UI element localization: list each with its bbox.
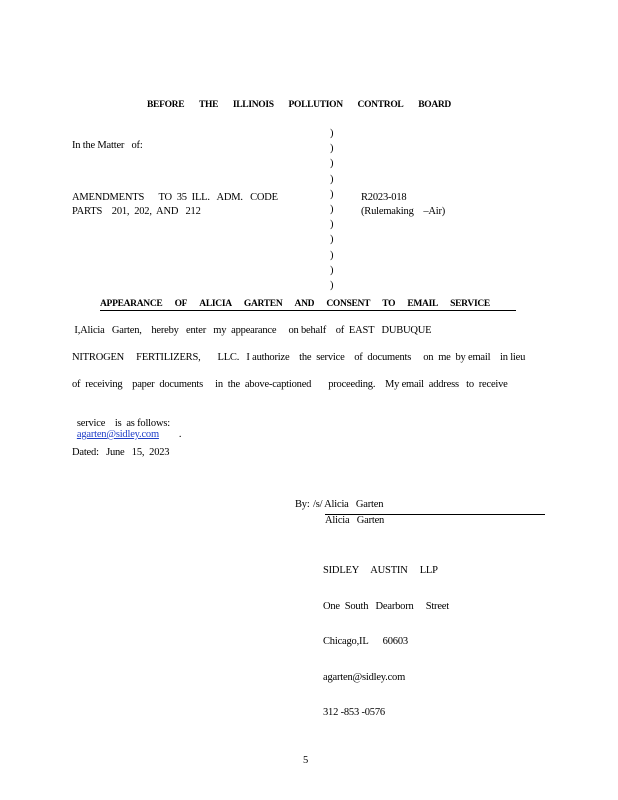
paren: ) <box>330 203 334 215</box>
body-line-3: of receiving paper documents in the above-captioned proceeding. My email address to receive <box>72 379 508 390</box>
paren: ) <box>330 188 334 200</box>
paren: ) <box>330 249 334 261</box>
heading-word: ILLINOIS <box>232 100 274 110</box>
body-line-1: I,Alicia Garten, hereby enter my appearance on behalf of EAST DUBUQUE <box>72 325 432 336</box>
appearance-word: CONSENT <box>326 299 371 309</box>
body-line-4-suffix: . <box>178 429 182 440</box>
signature-name: Alicia Garten <box>325 515 385 526</box>
appearance-word: TO <box>382 299 396 309</box>
signature-signed: /s/ Alicia Garten <box>313 499 384 510</box>
docket-type: (Rulemaking –Air) <box>361 206 446 217</box>
heading-word: CONTROL <box>357 100 404 110</box>
appearance-word: APPEARANCE <box>100 299 163 309</box>
firm-name: SIDLEY AUSTIN LLP <box>323 565 438 576</box>
heading-word: POLLUTION <box>288 100 343 110</box>
body-line-2: NITROGEN FERTILIZERS, LLC. I authorize the service of documents on me by email in lieu <box>72 352 526 363</box>
caption-parentheses <box>330 126 338 293</box>
appearance-heading <box>100 299 516 311</box>
paren: ) <box>330 158 334 170</box>
email-link[interactable]: agarten@sidley.com <box>76 429 159 440</box>
appearance-word: ALICIA <box>199 299 232 309</box>
appearance-word: OF <box>174 299 188 309</box>
paren: ) <box>330 219 334 231</box>
subject-line-1: AMENDMENTS TO 35 ILL. ADM. CODE <box>72 192 278 203</box>
paren: ) <box>330 143 334 155</box>
contact-phone: 312 -853 -0576 <box>323 707 385 718</box>
matter-label: In the Matter of: <box>72 140 143 151</box>
street-address: One South Dearborn Street <box>323 600 449 612</box>
appearance-word: SERVICE <box>450 299 490 309</box>
heading-word: BEFORE <box>147 100 185 110</box>
docket-number: R2023-018 <box>361 192 407 203</box>
body-line-4-prefix: service is as follows: <box>76 418 170 429</box>
appearance-word: AND <box>294 299 315 309</box>
city-state-zip: Chicago,IL 60603 <box>323 636 408 647</box>
address-block <box>323 542 449 731</box>
paren: ) <box>330 279 334 291</box>
heading-word: THE <box>198 100 219 110</box>
paren: ) <box>330 128 334 139</box>
body-line-4 <box>72 407 181 440</box>
document-heading <box>147 100 451 110</box>
paren: ) <box>330 234 334 246</box>
appearance-word: EMAIL <box>407 299 439 309</box>
paren: ) <box>330 264 334 276</box>
page-number: 5 <box>303 755 309 766</box>
paren: ) <box>330 173 334 185</box>
appearance-word: GARTEN <box>243 299 283 309</box>
contact-email: agarten@sidley.com <box>323 671 406 683</box>
dated-line: Dated: June 15, 2023 <box>72 447 170 458</box>
by-label: By: <box>295 499 310 510</box>
heading-word: BOARD <box>418 100 451 110</box>
subject-line-2: PARTS 201, 202, AND 212 <box>72 206 201 217</box>
